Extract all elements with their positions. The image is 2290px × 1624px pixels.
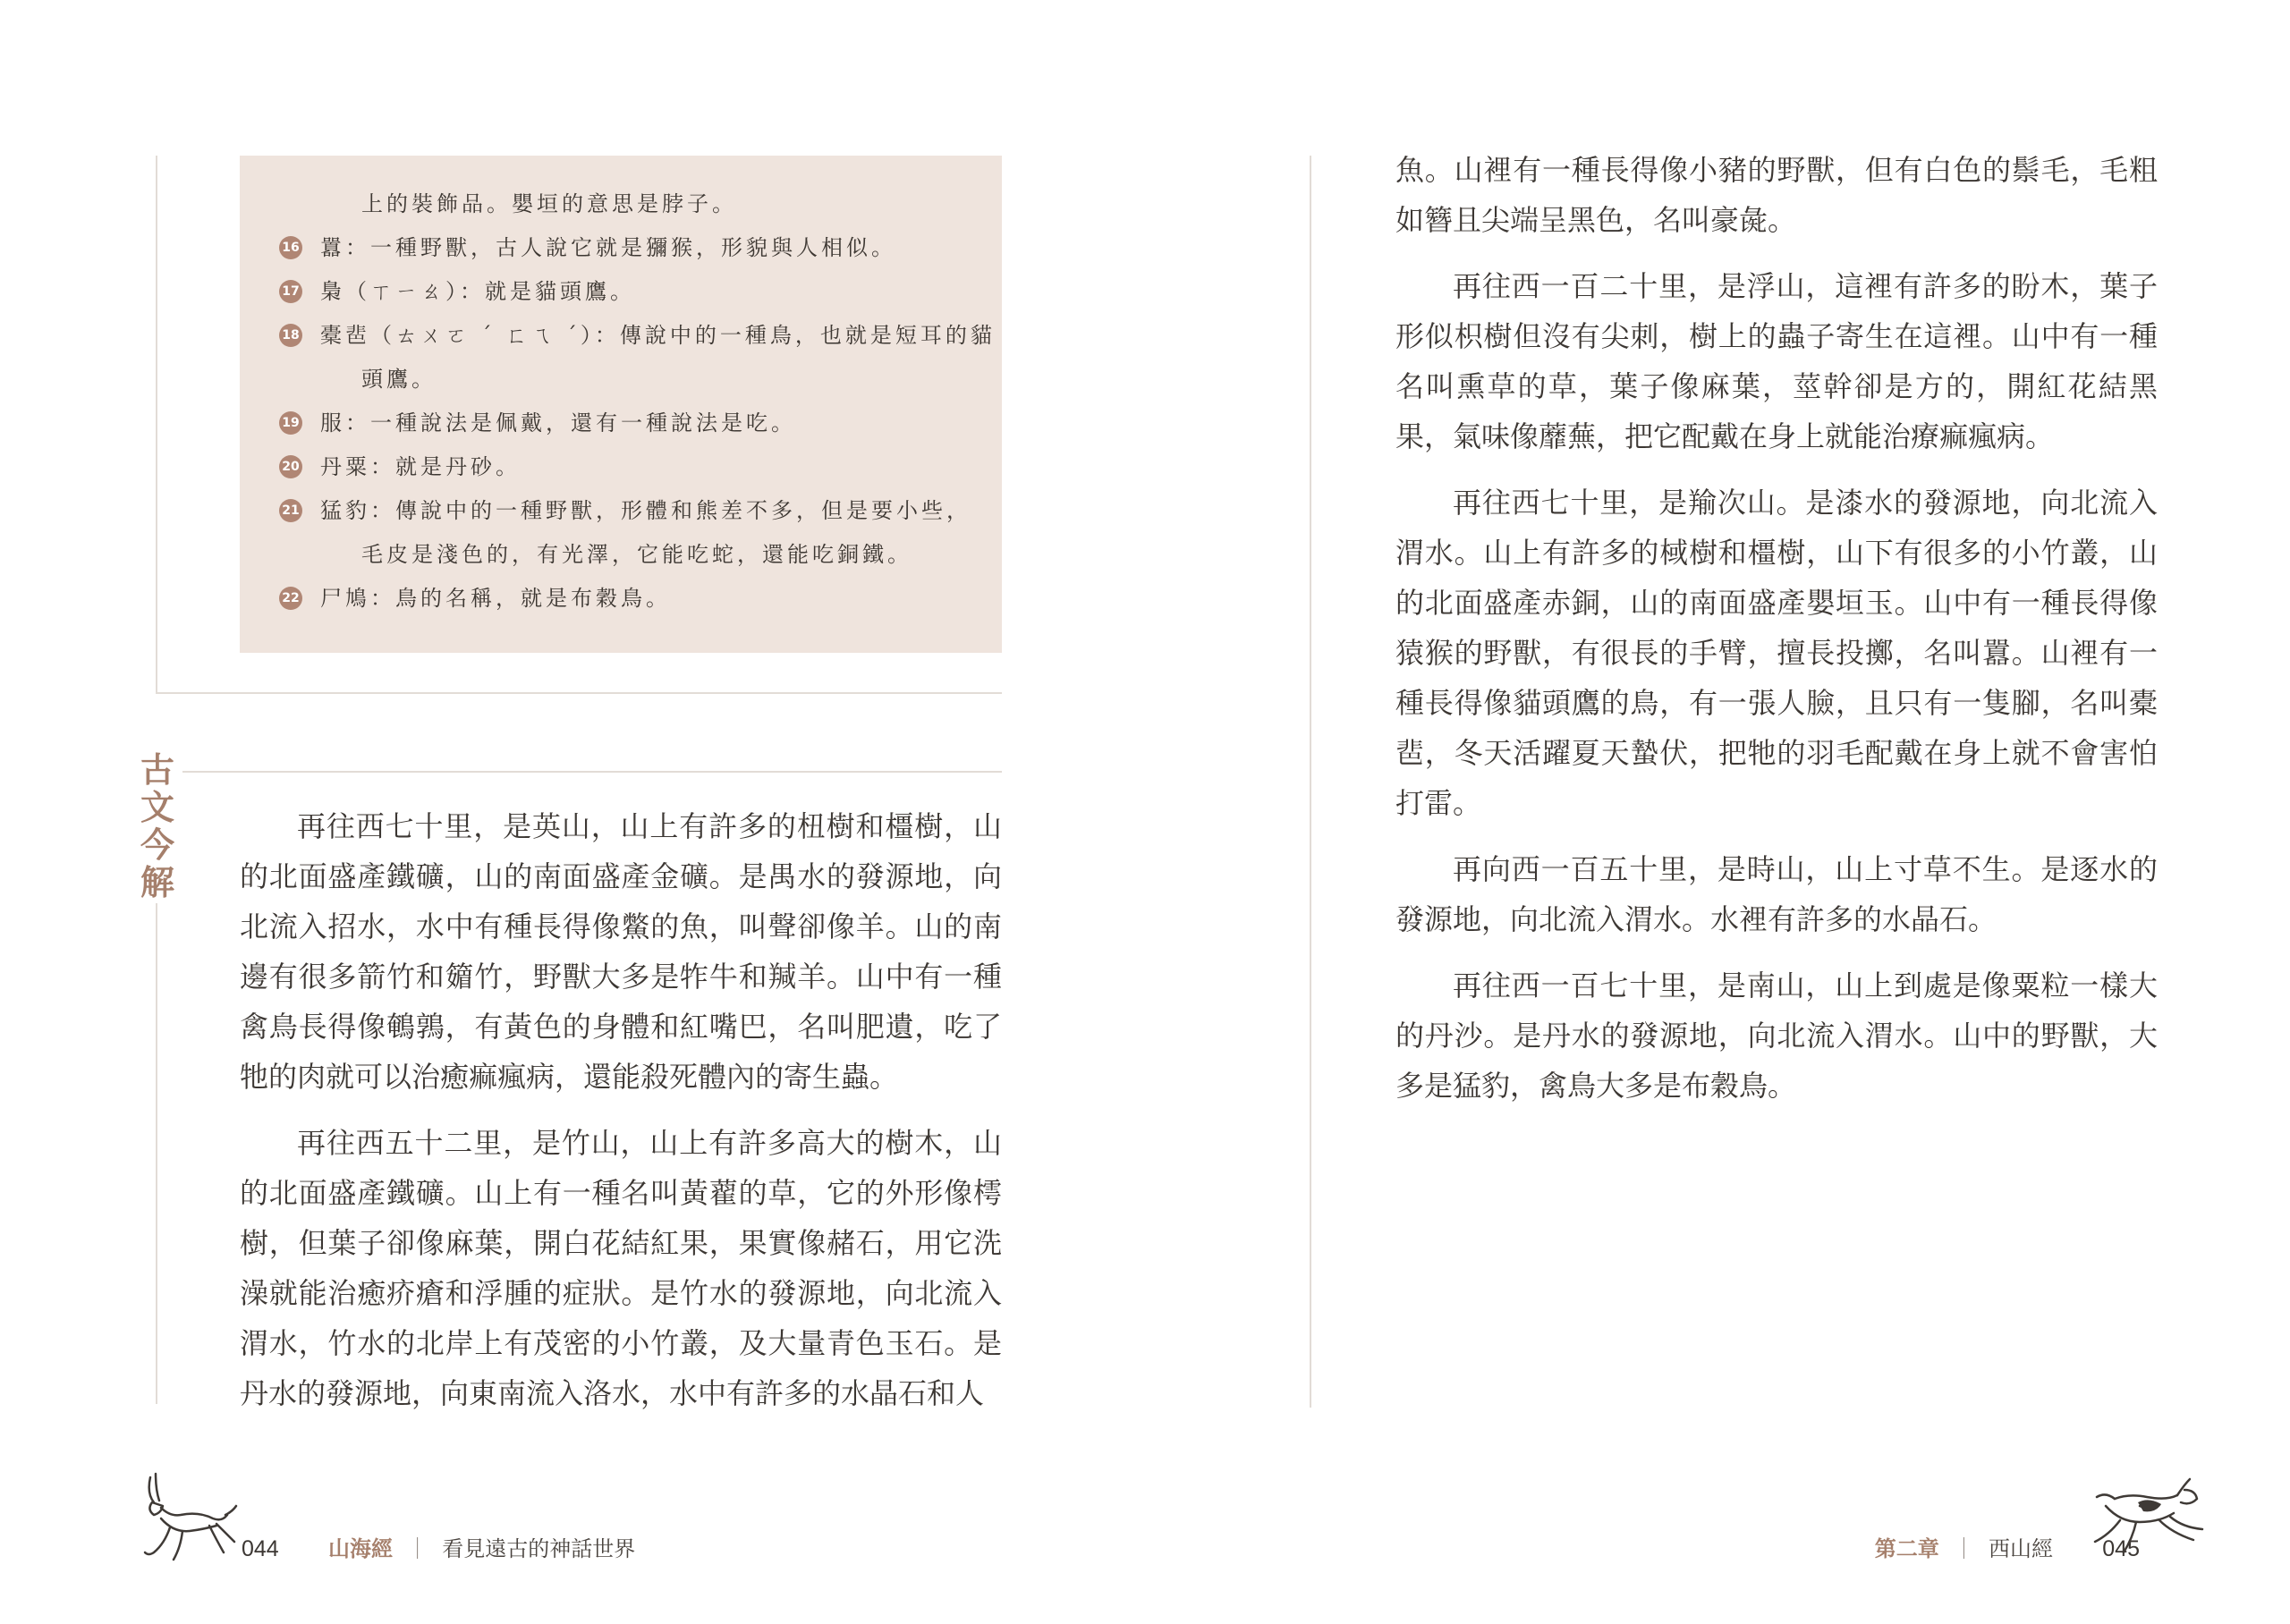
note-item	[279, 577, 963, 621]
note-item	[279, 270, 963, 314]
section-label-char: 古	[140, 749, 174, 790]
paragraph: 再往西一百二十里，是浮山，這裡有許多的盼木，葉子形似枳樹但沒有尖刺，樹上的蟲子寄生在這裡。山中有一種名叫熏草的草，葉子像麻葉，莖幹卻是方的，開紅花結黑果，氣味像蘼蕪，把它配戴在身上就能治療痲瘋病。	[1395, 269, 2158, 453]
left-body-text	[240, 801, 1002, 1418]
right-page	[1145, 0, 2290, 1624]
section-rule	[182, 771, 1002, 773]
note-item	[279, 489, 971, 533]
note-item	[279, 402, 963, 445]
section-label-char: 解	[140, 862, 174, 902]
goat-illustration-right	[2084, 1470, 2209, 1569]
page-number: 045	[2102, 1536, 2140, 1561]
note-number-badge: 18	[279, 324, 302, 347]
page-number: 044	[242, 1536, 279, 1561]
note-number-badge: 22	[279, 587, 302, 610]
annotation-notes-box	[240, 156, 1002, 653]
book-title: 山海經	[328, 1535, 393, 1561]
notes-bottom-rule	[156, 692, 1002, 694]
note-item	[279, 226, 963, 270]
note-text: 橐𩇯（ㄊㄨㄛ ˊ ㄈㄟ ˊ）：傳說中的一種鳥，也就是短耳的貓	[320, 323, 996, 348]
note-number-badge: 19	[279, 411, 302, 435]
chapter-name: 西山經	[1989, 1536, 2053, 1561]
note-item	[279, 314, 996, 358]
note-text: 囂：一種野獸，古人說它就是獼猴，形貌與人相似。	[320, 235, 896, 260]
note-text: 丹粟：就是丹砂。	[320, 454, 521, 479]
note-number-badge: 21	[279, 499, 302, 522]
note-text: 猛豹：傳說中的一種野獸，形體和熊差不多，但是要小些，	[320, 498, 971, 523]
gutter-rule	[1310, 156, 1311, 1408]
footer-left	[242, 1531, 635, 1562]
book-subtitle: 看見遠古的神話世界	[442, 1536, 636, 1561]
paragraph: 再往西一百七十里，是南山，山上到處是像粟粒一樣大的丹沙。是丹水的發源地，向北流入渭水。山中的野獸，大多是猛豹，禽鳥大多是布穀鳥。	[1395, 968, 2158, 1103]
note-text: 上的裝飾品。嬰垣的意思是脖子。	[361, 191, 737, 216]
section-label-char: 文	[140, 787, 174, 827]
note-line	[279, 358, 963, 402]
right-body-text	[1395, 145, 2158, 1111]
note-item	[279, 445, 963, 489]
paragraph: 再向西一百五十里，是時山，山上寸草不生。是逐水的發源地，向北流入渭水。水裡有許多的水晶石。	[1395, 852, 2158, 936]
note-text: 頭鷹。	[361, 367, 437, 392]
note-text: 尸鳩：鳥的名稱，就是布穀鳥。	[320, 586, 671, 611]
section-side-rule	[156, 903, 157, 1404]
chapter-label: 第二章	[1874, 1535, 1939, 1561]
section-label	[138, 751, 177, 901]
footer-separator: ｜	[406, 1536, 428, 1561]
note-text: 梟（ㄒㄧㄠ）：就是貓頭鷹。	[320, 279, 635, 304]
paragraph: 魚。山裡有一種長得像小豬的野獸，但有白色的鬃毛，毛粗如簪且尖端呈黑色，名叫豪彘。	[1395, 153, 2158, 237]
note-number-badge: 16	[279, 236, 302, 259]
note-number-badge: 20	[279, 455, 302, 478]
note-line	[279, 533, 963, 577]
paragraph: 再往西七十里，是羭次山。是漆水的發源地，向北流入渭水。山上有許多的棫樹和橿樹，山下有很多的小竹叢，山的北面盛產赤銅，山的南面盛產嬰垣玉。山中有一種長得像猿猴的野獸，有很長的手臂，擅長投擲，名叫囂。山裡有一種長得像貓頭鷹的鳥，有一張人臉，且只有一隻腳，名叫橐𩇯，冬天活躍夏天蟄伏，把牠的羽毛配戴在身上就不會害怕打雷。	[1395, 486, 2158, 820]
goat-illustration-left	[134, 1467, 242, 1574]
note-text: 毛皮是淺色的，有光澤，它能吃蛇，還能吃銅鐵。	[361, 542, 912, 567]
footer-separator: ｜	[1953, 1536, 1975, 1561]
notes-list	[279, 182, 996, 621]
paragraph: 再往西七十里，是英山，山上有許多的杻樹和橿樹，山的北面盛產鐵礦，山的南面盛產金礦。是禺水的發源地，向北流入招水，水中有種長得像鱉的魚，叫聲卻像羊。山的南邊有很多箭竹和䉋竹，野獸大多是㸲牛和羬羊。山中有一種禽鳥長得像鵪鶉，有黃色的身體和紅嘴巴，名叫肥遺，吃了牠的肉就可以治癒痲瘋病，還能殺死體內的寄生蟲。	[240, 809, 1002, 1094]
left-margin-rule	[156, 156, 157, 692]
note-text: 服：一種說法是佩戴，還有一種說法是吃。	[320, 410, 796, 436]
paragraph: 再往西五十二里，是竹山，山上有許多高大的樹木，山的北面盛產鐵礦。山上有一種名叫黃藋的草，它的外形像樗樹，但葉子卻像麻葉，開白花結紅果，果實像赭石，用它洗澡就能治癒疥瘡和浮腫的症狀。是竹水的發源地，向北流入渭水，竹水的北岸上有茂密的小竹叢，及大量青色玉石。是丹水的發源地，向東南流入洛水，水中有許多的水晶石和人	[240, 1126, 1002, 1410]
note-line	[279, 182, 963, 226]
section-label-char: 今	[140, 825, 174, 865]
note-number-badge: 17	[279, 280, 302, 303]
